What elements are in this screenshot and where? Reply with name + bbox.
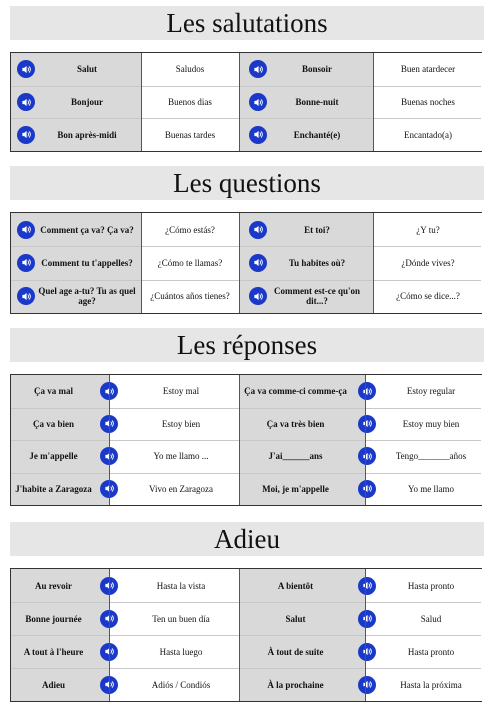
column-divider xyxy=(365,569,366,701)
speaker-icon[interactable] xyxy=(17,254,35,272)
table-row xyxy=(11,668,481,701)
french-phrase: Et toi? xyxy=(239,213,373,246)
column-divider xyxy=(239,213,240,313)
spanish-translation: Hasta pronto xyxy=(365,635,483,668)
speaker-icon[interactable] xyxy=(249,126,267,144)
spanish-translation: Adiós / Condiós xyxy=(109,668,239,701)
column-divider xyxy=(239,375,240,505)
phrase-table xyxy=(10,374,482,506)
spanish-translation: Yo me llamo ... xyxy=(109,440,239,473)
spanish-translation: Hasta la vista xyxy=(109,569,239,602)
table-row xyxy=(11,280,481,313)
french-phrase: Je m'appelle xyxy=(11,440,109,473)
spanish-translation: Buenas noches xyxy=(373,86,483,119)
spanish-translation: ¿Cuántos años tienes? xyxy=(141,280,239,313)
french-phrase: Adieu xyxy=(11,668,109,701)
phrase-table xyxy=(10,568,482,702)
speaker-icon[interactable] xyxy=(17,221,35,239)
french-phrase: Ça va très bien xyxy=(239,408,365,441)
spanish-translation: Buenas tardes xyxy=(141,118,239,151)
phrase-table xyxy=(10,52,482,152)
speaker-icon[interactable] xyxy=(358,577,376,595)
column-divider xyxy=(141,53,142,151)
row-divider xyxy=(11,118,481,119)
spanish-translation: ¿Cómo te llamas? xyxy=(141,246,239,279)
table-row xyxy=(11,246,481,279)
spanish-translation: ¿Y tu? xyxy=(373,213,483,246)
spanish-translation: ¿Dónde vives? xyxy=(373,246,483,279)
column-divider xyxy=(239,569,240,701)
speaker-icon[interactable] xyxy=(249,93,267,111)
table-row xyxy=(11,408,481,441)
french-phrase: A bientôt xyxy=(239,569,365,602)
spanish-translation: ¿Cómo estás? xyxy=(141,213,239,246)
spanish-translation: Estoy bien xyxy=(109,408,239,441)
table-row xyxy=(11,86,481,119)
table-row xyxy=(11,213,481,246)
row-divider xyxy=(11,280,481,281)
section-title: Adieu xyxy=(10,522,484,556)
row-divider xyxy=(11,408,481,409)
row-divider xyxy=(11,440,481,441)
row-divider xyxy=(11,635,481,636)
row-divider xyxy=(11,86,481,87)
french-phrase: A tout à l'heure xyxy=(11,635,109,668)
spanish-translation: Saludos xyxy=(141,53,239,86)
table-row xyxy=(11,569,481,602)
table-row xyxy=(11,635,481,668)
spanish-translation: Vivo en Zaragoza xyxy=(109,473,239,506)
section-title: Les réponses xyxy=(10,328,484,362)
column-divider xyxy=(373,53,374,151)
french-phrase: Bonsoir xyxy=(239,53,373,86)
french-phrase: Comment tu t'appelles? xyxy=(11,246,141,279)
speaker-icon[interactable] xyxy=(17,126,35,144)
speaker-icon[interactable] xyxy=(249,254,267,272)
row-divider xyxy=(11,246,481,247)
table-row xyxy=(11,602,481,635)
french-phrase: Ça va comme-ci comme-ça xyxy=(239,375,365,408)
section-title: Les salutations xyxy=(10,6,484,40)
speaker-icon[interactable] xyxy=(358,676,376,694)
french-phrase: J'ai______ans xyxy=(239,440,365,473)
french-phrase: Enchanté(e) xyxy=(239,118,373,151)
column-divider xyxy=(239,53,240,151)
french-phrase: Bonjour xyxy=(11,86,141,119)
french-phrase: Salut xyxy=(239,602,365,635)
spanish-translation: Encantado(a) xyxy=(373,118,483,151)
speaker-icon[interactable] xyxy=(358,643,376,661)
spanish-translation: Yo me llamo xyxy=(365,473,483,506)
spanish-translation: Estoy mal xyxy=(109,375,239,408)
speaker-icon[interactable] xyxy=(358,610,376,628)
french-phrase: J'habite a Zaragoza xyxy=(11,473,109,506)
french-phrase: Bon après-midi xyxy=(11,118,141,151)
column-divider xyxy=(109,375,110,505)
speaker-icon[interactable] xyxy=(17,93,35,111)
french-phrase: Ça va bien xyxy=(11,408,109,441)
row-divider xyxy=(11,668,481,669)
table-row xyxy=(11,53,481,86)
column-divider xyxy=(141,213,142,313)
french-phrase: À la prochaine xyxy=(239,668,365,701)
french-phrase: Au revoir xyxy=(11,569,109,602)
speaker-icon[interactable] xyxy=(358,480,376,498)
french-phrase: Bonne journée xyxy=(11,602,109,635)
table-row xyxy=(11,118,481,151)
french-phrase: À tout de suite xyxy=(239,635,365,668)
column-divider xyxy=(109,569,110,701)
french-phrase: Moi, je m'appelle xyxy=(239,473,365,506)
french-phrase: Comment ça va? Ça va? xyxy=(11,213,141,246)
row-divider xyxy=(11,473,481,474)
speaker-icon[interactable] xyxy=(249,221,267,239)
spanish-translation: Ten un buen día xyxy=(109,602,239,635)
spanish-translation: Estoy regular xyxy=(365,375,483,408)
phrase-table xyxy=(10,212,482,314)
spanish-translation: Hasta luego xyxy=(109,635,239,668)
section-title: Les questions xyxy=(10,166,484,200)
spanish-translation: Buenos dias xyxy=(141,86,239,119)
french-phrase: Tu habites où? xyxy=(239,246,373,279)
french-phrase: Bonne-nuit xyxy=(239,86,373,119)
spanish-translation: Hasta pronto xyxy=(365,569,483,602)
french-phrase: Ça va mal xyxy=(11,375,109,408)
french-phrase: Salut xyxy=(11,53,141,86)
table-row xyxy=(11,440,481,473)
speaker-icon[interactable] xyxy=(358,415,376,433)
french-phrase: Quel age a-tu? Tu as quel age? xyxy=(11,280,141,313)
spanish-translation: Tengo_______años xyxy=(365,440,483,473)
spanish-translation: Salud xyxy=(365,602,483,635)
spanish-translation: Buen atardecer xyxy=(373,53,483,86)
column-divider xyxy=(373,213,374,313)
table-row xyxy=(11,375,481,408)
spanish-translation: Estoy muy bien xyxy=(365,408,483,441)
column-divider xyxy=(365,375,366,505)
row-divider xyxy=(11,602,481,603)
table-row xyxy=(11,473,481,506)
spanish-translation: ¿Cómo se dice...? xyxy=(373,280,483,313)
french-phrase: Comment est-ce qu'on dit...? xyxy=(239,280,373,313)
spanish-translation: Hasta la próxima xyxy=(365,668,483,701)
